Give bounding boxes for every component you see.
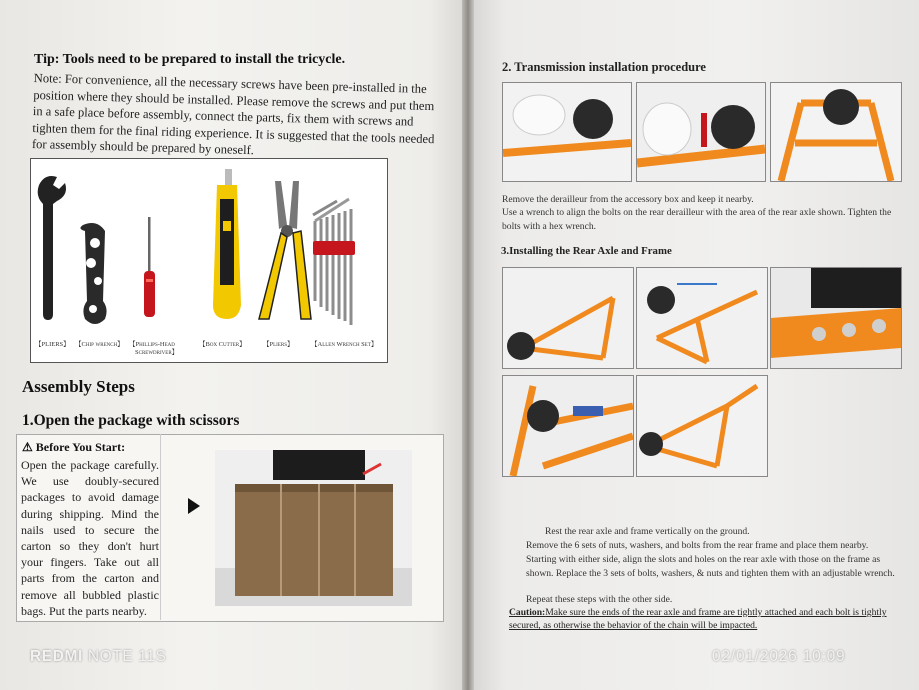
caution-note [509,606,893,632]
tool-label-chip-wrench: 【Chip wrench】 [75,341,124,348]
axle-photo-4 [502,375,634,477]
derailleur-photo-2 [636,82,766,182]
tool-label-allen-wrench: 【Allen Wrench Set】 [311,341,378,348]
allen-wrench-set-icon [313,199,355,325]
axle-photo-2 [636,267,768,369]
tip-body: Note: For convenience, all the necessary screws have been pre-installed in the position where they should be installed. Please remove the screws and put them in a safe place before assembly, connect the parts, fix them with screws and tighten them for the final riding experience. It is suggested that the tools needed for assembly should be prepared by oneself. [31,70,435,158]
tools-graphic [31,159,387,362]
section2-text-1: Remove the derailleur from the accessory box and keep it nearby. [502,194,754,205]
section3-p3: Starting with either side, align the slots and holes on the rear axle with those on the frame as shown. Replace the 3 sets of bolts, washers, & nuts and tighten them with an adjustable wrench. [526,554,895,579]
pliers-icon [259,181,311,319]
book-gutter [462,0,474,690]
derailleur-photo-3 [770,82,902,182]
chip-wrench-icon [80,223,106,324]
axle-photo-1 [502,267,634,369]
warning-icon: ⚠ [22,440,33,454]
section2-text-2: Use a wrench to align the bolts on the rear derailleur with the area of the rear axle shown. Tighten the bolts with a hex wrench. [502,207,892,232]
caution-text: Make sure the ends of the rear axle and frame are tightly attached and each bolt is tightly secured, as otherwise the behavior of the chain will be impacted. [509,607,887,631]
photo-timestamp: 02/01/2026 10:09 [712,648,846,665]
box-cutter-icon [213,169,241,319]
step1-heading: 1.Open the package with scissors [22,412,240,429]
tool-label-screwdriver: 【Phillips-Head [129,341,175,348]
section3-p1: Rest the rear axle and frame vertically on the ground. [545,526,750,537]
box-divider [160,434,161,620]
tool-label-screwdriver-2: Screwdriver】 [135,349,179,356]
watermark-brand: REDMI [30,648,83,665]
before-start-title [22,440,125,455]
adjustable-wrench-icon [38,176,66,320]
screwdriver-icon [144,217,155,317]
section3-p4: Repeat these steps with the other side. [526,594,673,605]
section3-p2: Remove the 6 sets of nuts, washers, and bolts from the rear frame and place them nearby. [526,540,869,551]
tools-illustration [30,158,388,363]
before-start-title-text: Before You Start: [35,440,126,454]
package-photo [215,450,412,606]
tool-label-pliers: 【PLIERS】 [35,341,70,348]
assembly-heading: Assembly Steps [22,377,135,396]
axle-photo-5 [636,375,768,477]
tip-title: Tip: Tools need to be prepared to install the tricycle. [34,52,346,67]
play-arrow-icon [188,498,200,514]
watermark-model: NOTE 11S [87,648,167,665]
caution-label: Caution: [509,607,546,618]
derailleur-photo-1 [502,82,632,182]
camera-watermark [30,648,166,666]
section2-heading: 2. Transmission installation procedure [502,60,706,74]
section3-heading: 3.Installing the Rear Axle and Frame [501,245,672,257]
tool-label-pliers-2: 【Pliers】 [263,341,294,348]
axle-photo-3 [770,267,902,369]
tool-label-box-cutter: 【Box Cutter】 [199,341,246,348]
before-start-body: Open the package carefully. We use doubly-secured packages to avoid damage during shipping. Mind the nails used to secure the carton so they don't hurt your fingers. Take out all parts from the carton and remove all bubbled plastic bags. Put the parts nearby. [21,458,159,618]
